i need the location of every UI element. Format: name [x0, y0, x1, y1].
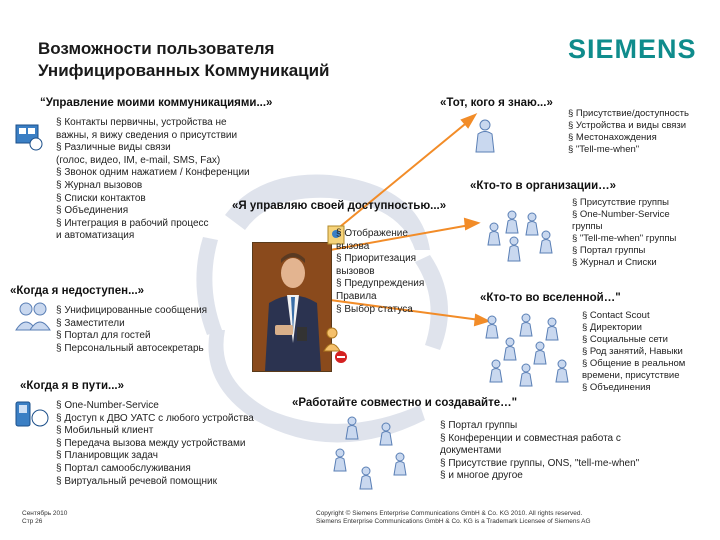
list-item: § Портал группы: [572, 245, 646, 256]
crowd-icon: [482, 312, 574, 395]
travel-header: «Когда я в пути...»: [20, 380, 125, 392]
slide-title: [38, 38, 330, 82]
footer-date: Сентябрь 2010: [22, 510, 68, 517]
list-item: § Портал самообслуживания: [56, 462, 191, 474]
list-item: § Предупреждения: [336, 278, 425, 290]
universe-list: [582, 310, 685, 394]
footer-copyright: Copyright © Siemens Enterprise Communications GmbH & Co. KG 2010. All rights reserved.: [316, 510, 583, 517]
list-item: Правила: [336, 290, 377, 302]
list-item: § Приоритезация: [336, 253, 417, 265]
list-item: § Социальные сети: [582, 334, 668, 345]
list-item: вызовов: [336, 265, 375, 277]
list-item: § Присутствие/доступность: [568, 108, 689, 119]
list-item: § Общение в реальном: [582, 358, 686, 369]
list-item: § Портал для гостей: [56, 330, 151, 342]
manage-header: “Управление моими коммуникациями...»: [40, 97, 273, 109]
footer-date-page: [22, 510, 67, 526]
person-icon: [472, 118, 498, 159]
unavailable-list: [56, 305, 207, 355]
list-item: § Контакты первичны, устройства не: [56, 117, 227, 128]
rules-person-icon: [318, 325, 358, 372]
list-item: § One-Number-Service: [572, 209, 670, 220]
presence-icon: [14, 122, 44, 157]
list-item: § Отображение: [336, 228, 408, 239]
list-item: § Передача вызова между устройствами: [56, 437, 246, 449]
list-item: группы: [572, 221, 603, 232]
travel-list: [56, 400, 254, 488]
inorg-header: «Кто-то в организации…»: [470, 180, 617, 192]
list-item: § Доступ к ДВО УАТС с любого устройства: [56, 412, 254, 424]
list-item: § Списки контактов: [56, 192, 146, 204]
availability-header: «Я управляю своей доступностью...»: [232, 200, 447, 212]
list-item: § Присутствие группы: [572, 197, 669, 208]
list-item: § One-Number-Service: [56, 400, 159, 411]
list-item: § Виртуальный речевой помощник: [56, 475, 218, 487]
list-item: § Различные виды связи: [56, 142, 171, 154]
footer-page: Стр 26: [22, 518, 43, 525]
collab-list: [440, 420, 639, 483]
footer-copyright-block: [316, 510, 591, 526]
list-item: § Журнал и Списки: [572, 257, 657, 268]
team-icon: [482, 205, 562, 272]
title-line-1: Возможности пользователя: [38, 39, 275, 58]
phone-icon: [12, 398, 52, 439]
inorg-list: [572, 197, 676, 269]
list-item: (голос, видео, IM, e-mail, SMS, Fax): [56, 154, 221, 166]
list-item: § Персональный автосекретарь: [56, 342, 204, 354]
list-item: § "Tell-me-when": [568, 144, 640, 155]
list-item: § Устройства и виды связи: [568, 120, 687, 131]
availability-list: [336, 228, 424, 316]
list-item: вызова: [336, 240, 370, 252]
group-users-icon: [14, 300, 54, 341]
list-item: § и многое другое: [440, 470, 523, 482]
list-item: § Унифицированные сообщения: [56, 305, 208, 316]
list-item: важны, я вижу сведения о присутствии: [56, 129, 238, 141]
list-item: § Выбор статуса: [336, 303, 413, 315]
list-item: § Конференции и совместная работа с: [440, 432, 621, 444]
collab-header: «Работайте совместно и создавайте…": [292, 397, 518, 409]
list-item: § Contact Scout: [582, 310, 650, 321]
universe-header: «Кто-то во вселенной…": [480, 292, 621, 304]
list-item: и автоматизация: [56, 230, 135, 242]
list-item: § Планировщик задач: [56, 450, 158, 462]
whoknow-header: «Тот, кого я знаю...»: [440, 97, 553, 109]
list-item: § Присутствие группы, ONS, "tell-me-when": [440, 457, 640, 469]
unavailable-header: «Когда я недоступен...»: [10, 285, 145, 297]
footer-trademark: Siemens Enterprise Communications GmbH & Co. KG is a Trademark Licensee of Siemens AG: [316, 518, 591, 525]
list-item: § Объединения: [56, 205, 129, 217]
list-item: § Директории: [582, 322, 642, 333]
list-item: § Интеграция в рабочий процесс: [56, 217, 209, 229]
list-item: § Журнал вызовов: [56, 179, 143, 191]
list-item: документами: [440, 445, 502, 457]
list-item: времени, присутствие: [582, 370, 680, 381]
manage-list: [56, 117, 250, 243]
list-item: § Звонок одним нажатием / Конференции: [56, 167, 250, 179]
list-item: § Заместители: [56, 317, 125, 329]
list-item: § Род занятий, Навыки: [582, 346, 683, 357]
list-item: § "Tell-me-when" группы: [572, 233, 677, 244]
list-item: § Портал группы: [440, 420, 518, 431]
list-item: § Объединения: [582, 382, 651, 393]
whoknow-list: [568, 108, 689, 156]
title-line-2: Унифицированных Коммуникаций: [38, 61, 330, 80]
list-item: § Местонахождения: [568, 132, 657, 143]
collab-group-icon: [330, 413, 416, 502]
list-item: § Мобильный клиент: [56, 425, 154, 437]
siemens-logo: SIEMENS: [568, 34, 697, 64]
